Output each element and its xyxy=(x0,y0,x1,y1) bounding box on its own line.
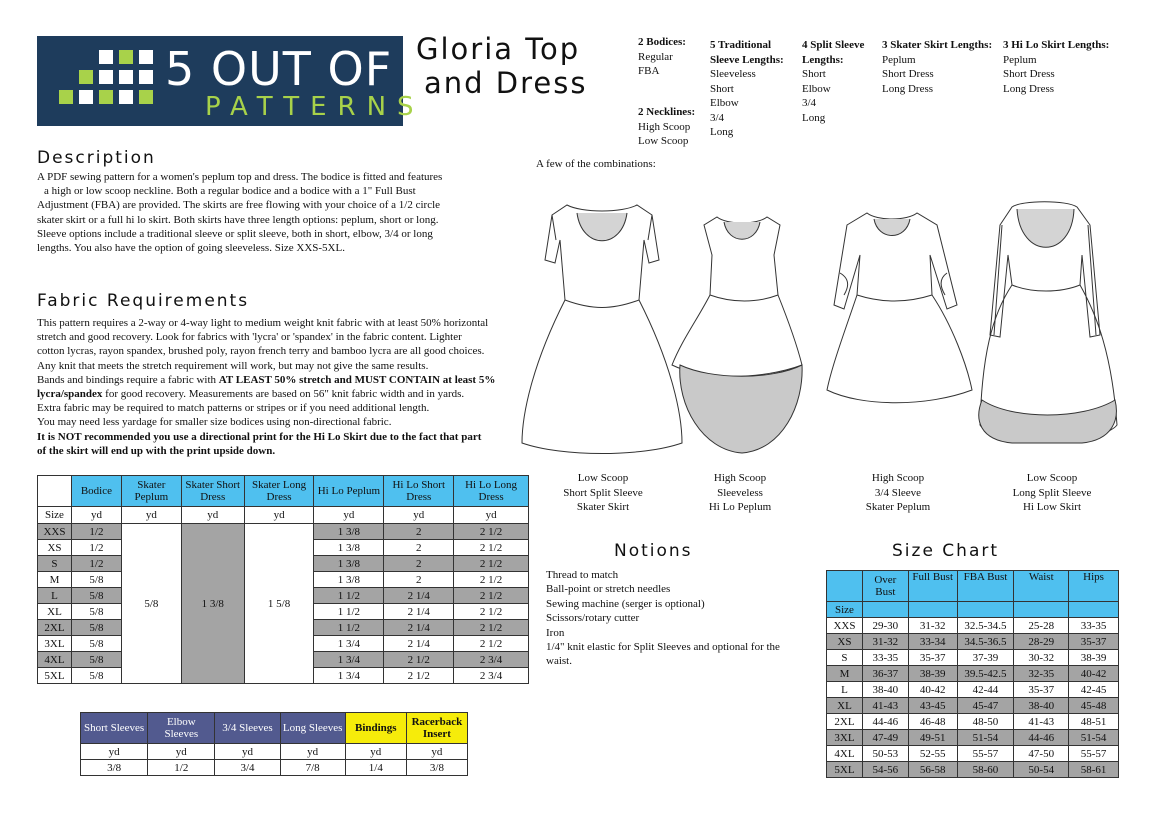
measurement-cell: 32.5-34.5 xyxy=(957,618,1014,634)
combination-caption-4 xyxy=(1000,471,1104,515)
measurement-cell: 54-56 xyxy=(862,762,908,778)
size-cell: XL xyxy=(827,698,863,714)
logo-text: 5 OUT OF 4 xyxy=(165,42,439,96)
table-row xyxy=(827,618,1119,634)
size-cell: S xyxy=(38,556,72,572)
hilo-peplum-cell: 1 3/8 xyxy=(314,540,384,556)
sleeve-unit-row xyxy=(81,744,468,760)
option-item: Regular xyxy=(638,50,673,63)
measurement-cell: 40-42 xyxy=(908,682,957,698)
size-cell: 3XL xyxy=(38,636,72,652)
fabric-warning: It is NOT recommended you use a directional print for the Hi Lo Skirt due to the fact that part xyxy=(37,430,482,443)
measurement-cell: 31-32 xyxy=(862,634,908,650)
combination-caption-3 xyxy=(848,471,948,515)
logo-subtext: PATTERNS xyxy=(205,92,425,122)
header-cell: Skater Long Dress xyxy=(244,476,314,507)
unit-cell: yd xyxy=(181,507,244,524)
size-cell: 2XL xyxy=(827,714,863,730)
bodice-cell: 5/8 xyxy=(71,588,121,604)
hilo-long-cell: 2 1/2 xyxy=(454,588,529,604)
measurement-cell: 25-28 xyxy=(1014,618,1069,634)
skater-long-cell: 1 5/8 xyxy=(244,524,314,684)
bodice-cell: 1/2 xyxy=(71,540,121,556)
dress-illustration-4 xyxy=(979,202,1117,443)
measurement-cell: 58-60 xyxy=(957,762,1014,778)
size-cell: 3XL xyxy=(827,730,863,746)
caption-line: Long Split Sleeve xyxy=(1012,486,1092,499)
size-cell: 4XL xyxy=(827,746,863,762)
description-line: skater skirt or a full hi lo skirt. Both skirts have three length options: peplum, short or long. xyxy=(37,213,439,226)
table-row xyxy=(827,666,1119,682)
description-line: lengths. You also have the option of going sleeveless. Size XXS-5XL. xyxy=(37,242,345,255)
bodice-cell: 5/8 xyxy=(71,668,121,684)
dress-illustration-2 xyxy=(672,217,802,453)
measurement-cell: 47-49 xyxy=(862,730,908,746)
table-row xyxy=(38,524,529,540)
header-cell: 3/4 Sleeves xyxy=(215,713,280,744)
fabric-bands-text: for good recovery. Measurements are based on 56" knit fabric width and in yards. xyxy=(102,388,465,401)
fabric-line xyxy=(37,373,527,387)
fabric-text xyxy=(37,316,527,458)
header-cell: Bodice xyxy=(71,476,121,507)
header-cell: FBA Bust xyxy=(957,571,1014,602)
fabric-line: stretch and good recovery. Look for fabrics with 'lycra' or 'spandex' in the fabric content. Lighter xyxy=(37,331,462,344)
notions-item: Thread to match xyxy=(546,569,619,581)
unit-cell: yd xyxy=(406,744,467,760)
header-cell: Hips xyxy=(1069,571,1119,602)
table-row xyxy=(827,682,1119,698)
fabric-line: cotton lycras, rayon spandex, brushed poly, rayon french terry and bamboo lycra are all good choices. xyxy=(37,345,485,358)
logo-square xyxy=(79,90,93,104)
skater-skirt-heading: 3 Skater Skirt Lengths: xyxy=(882,39,993,51)
option-item: Long xyxy=(802,111,826,124)
fabric-bands-text: Bands and bindings require a fabric with xyxy=(37,373,219,386)
measurement-cell: 49-51 xyxy=(908,730,957,746)
description-line: Adjustment (FBA) are provided. The skirts are free flowing with your choice of a 1/2 circle xyxy=(37,199,441,212)
hilo-short-cell: 2 1/4 xyxy=(384,620,454,636)
logo-square xyxy=(99,90,113,104)
necklines-options xyxy=(638,105,695,149)
caption-line: Low Scoop xyxy=(577,472,629,484)
option-item: Elbow xyxy=(710,97,739,109)
unit-cell: yd xyxy=(81,744,148,760)
option-item: FBA xyxy=(638,65,660,77)
option-item: Short Dress xyxy=(1003,68,1055,80)
caption-line: High Scoop xyxy=(713,472,767,484)
skater-skirt-options xyxy=(882,38,992,96)
notions-item: Scissors/rotary cutter xyxy=(546,612,640,625)
notions-item: Iron xyxy=(546,626,565,639)
unit-cell: yd xyxy=(314,507,384,524)
fabric-warning: of the skirt will end up with the print upside down. xyxy=(37,444,276,457)
header-cell: Long Sleeves xyxy=(280,713,345,744)
logo-square xyxy=(139,90,153,104)
logo-square xyxy=(119,50,133,64)
logo-square xyxy=(139,50,153,64)
split-sleeve-heading: Lengths: xyxy=(802,53,844,66)
size-cell: XL xyxy=(38,604,72,620)
hilo-peplum-cell: 1 3/4 xyxy=(314,652,384,668)
size-cell: M xyxy=(38,572,72,588)
option-item: Peplum xyxy=(1003,53,1037,66)
value-cell: 3/4 xyxy=(215,760,280,776)
logo-square xyxy=(79,70,93,84)
measurement-cell: 42-45 xyxy=(1069,682,1119,698)
measurement-cell: 30-32 xyxy=(1014,650,1069,666)
table-row xyxy=(827,698,1119,714)
measurement-cell: 51-54 xyxy=(1069,730,1119,746)
fabric-heading: Fabric Requirements xyxy=(37,291,250,311)
combinations-heading: A few of the combinations: xyxy=(536,158,656,170)
combination-caption-2 xyxy=(690,471,790,515)
size-cell: 2XL xyxy=(38,620,72,636)
hilo-peplum-cell: 1 3/4 xyxy=(314,668,384,684)
unit-cell: yd xyxy=(71,507,121,524)
size-cell: M xyxy=(827,666,863,682)
hilo-long-cell: 2 1/2 xyxy=(454,572,529,588)
notions-list xyxy=(546,568,806,669)
unit-cell: yd xyxy=(280,744,345,760)
fabric-line xyxy=(37,387,527,401)
description-heading: Description xyxy=(37,148,156,168)
header-cell xyxy=(827,571,863,602)
header-cell: Over Bust xyxy=(862,571,908,602)
bodices-heading: 2 Bodices: xyxy=(638,36,686,48)
table-row xyxy=(827,762,1119,778)
measurement-cell: 46-48 xyxy=(908,714,957,730)
measurement-cell: 28-29 xyxy=(1014,634,1069,650)
measurement-cell: 39.5-42.5 xyxy=(957,666,1014,682)
split-sleeve-heading: 4 Split Sleeve xyxy=(802,39,865,51)
caption-line: Hi Low Skirt xyxy=(1022,501,1082,513)
hilo-long-cell: 2 1/2 xyxy=(454,540,529,556)
unit-cell: yd xyxy=(121,507,181,524)
measurement-cell: 55-57 xyxy=(957,746,1014,762)
header-cell: Hi Lo Peplum xyxy=(314,476,384,507)
fabric-bands-bold: AT LEAST 50% stretch and MUST CONTAIN at least 5% xyxy=(218,373,496,386)
table-row xyxy=(827,650,1119,666)
value-cell: 1/2 xyxy=(148,760,215,776)
measurement-cell: 38-39 xyxy=(1069,650,1119,666)
pattern-title-line1: Gloria Top xyxy=(416,32,581,66)
size-chart-header-row xyxy=(827,571,1119,602)
sleeve-header-row xyxy=(81,713,468,744)
hilo-peplum-cell: 1 1/2 xyxy=(314,604,384,620)
header-cell: Hi Lo Short Dress xyxy=(384,476,454,507)
dress-illustration-1 xyxy=(522,205,682,454)
measurement-cell: 31-32 xyxy=(908,618,957,634)
header-cell: Hi Lo Long Dress xyxy=(454,476,529,507)
size-cell: XS xyxy=(38,540,72,556)
hilo-peplum-cell: 1 1/2 xyxy=(314,620,384,636)
measurement-cell: 52-55 xyxy=(908,746,957,762)
fabric-line: You may need less yardage for smaller size bodices using non-directional fabric. xyxy=(37,416,392,429)
measurement-cell: 41-43 xyxy=(1014,714,1069,730)
hilo-short-cell: 2 1/4 xyxy=(384,604,454,620)
traditional-sleeve-heading: 5 Traditional xyxy=(710,39,772,51)
dress-illustration-3 xyxy=(827,213,972,403)
hilo-skirt-heading: 3 Hi Lo Skirt Lengths: xyxy=(1003,39,1110,51)
measurement-cell: 55-57 xyxy=(1069,746,1119,762)
measurement-cell: 58-61 xyxy=(1069,762,1119,778)
skater-short-cell: 1 3/8 xyxy=(181,524,244,684)
hilo-short-cell: 2 xyxy=(384,524,454,540)
sleeve-yardage-table xyxy=(80,712,468,776)
fabric-line: Any knit that meets the stretch requirement will work, but may not give the same results. xyxy=(37,359,429,372)
unit-cell: Size xyxy=(827,602,863,618)
option-item: 3/4 xyxy=(802,97,817,109)
measurement-cell: 32-35 xyxy=(1014,666,1069,682)
measurement-cell: 44-46 xyxy=(862,714,908,730)
yardage-header-row xyxy=(38,476,529,507)
option-item: High Scoop xyxy=(638,120,691,133)
value-cell: 7/8 xyxy=(280,760,345,776)
hilo-peplum-cell: 1 3/8 xyxy=(314,556,384,572)
hilo-long-cell: 2 1/2 xyxy=(454,556,529,572)
option-item: Long xyxy=(710,126,734,138)
size-cell: L xyxy=(827,682,863,698)
option-item: Sleeveless xyxy=(710,68,756,80)
bodice-cell: 5/8 xyxy=(71,572,121,588)
split-sleeve-options xyxy=(802,38,864,125)
option-item: Low Scoop xyxy=(638,135,689,147)
table-row xyxy=(827,634,1119,650)
traditional-sleeve-heading: Sleeve Lengths: xyxy=(710,53,784,66)
option-item: Short xyxy=(710,82,734,95)
bodice-cell: 5/8 xyxy=(71,604,121,620)
skater-peplum-cell: 5/8 xyxy=(121,524,181,684)
size-chart-unit-row xyxy=(827,602,1119,618)
option-item: Long Dress xyxy=(1003,82,1055,95)
logo-square xyxy=(59,90,73,104)
hilo-short-cell: 2 xyxy=(384,572,454,588)
measurement-cell: 35-37 xyxy=(908,650,957,666)
hilo-peplum-cell: 1 3/4 xyxy=(314,636,384,652)
bodice-cell: 5/8 xyxy=(71,620,121,636)
header-cell: Elbow Sleeves xyxy=(148,713,215,744)
yardage-table xyxy=(37,475,529,684)
measurement-cell: 50-54 xyxy=(1014,762,1069,778)
size-cell: 5XL xyxy=(38,668,72,684)
fabric-line: Extra fabric may be required to match patterns or stripes or if you need additional length. xyxy=(37,402,430,415)
size-chart-heading: Size Chart xyxy=(892,541,1000,561)
measurement-cell: 35-37 xyxy=(1014,682,1069,698)
notions-item: Sewing machine (serger is optional) xyxy=(546,597,705,610)
option-item: 3/4 xyxy=(710,111,725,124)
logo-square xyxy=(139,70,153,84)
caption-line: Short Split Sleeve xyxy=(563,486,643,499)
hilo-short-cell: 2 1/2 xyxy=(384,668,454,684)
measurement-cell: 51-54 xyxy=(957,730,1014,746)
hilo-peplum-cell: 1 1/2 xyxy=(314,588,384,604)
logo-square xyxy=(99,50,113,64)
unit-cell: yd xyxy=(454,507,529,524)
size-cell: 4XL xyxy=(38,652,72,668)
hilo-short-cell: 2 1/4 xyxy=(384,588,454,604)
header-cell: Bindings xyxy=(345,713,406,744)
measurement-cell: 38-40 xyxy=(1014,698,1069,714)
unit-cell: yd xyxy=(244,507,314,524)
logo-square xyxy=(99,70,113,84)
measurement-cell: 47-50 xyxy=(1014,746,1069,762)
header-cell xyxy=(38,476,72,507)
measurement-cell: 35-37 xyxy=(1069,634,1119,650)
size-cell: XXS xyxy=(38,524,72,540)
measurement-cell: 38-40 xyxy=(862,682,908,698)
measurement-cell: 29-30 xyxy=(862,618,908,634)
hilo-short-cell: 2 xyxy=(384,540,454,556)
header-cell: Full Bust xyxy=(908,571,957,602)
size-cell: S xyxy=(827,650,863,666)
measurement-cell: 41-43 xyxy=(862,698,908,714)
caption-line: 3/4 Sleeve xyxy=(874,486,922,499)
size-cell: XS xyxy=(827,634,863,650)
description-line: A PDF sewing pattern for a women's peplum top and dress. The bodice is fitted and features xyxy=(37,171,443,183)
size-chart-table xyxy=(826,570,1119,778)
option-item: Short Dress xyxy=(882,68,934,80)
traditional-sleeve-options xyxy=(710,38,784,140)
caption-line: High Scoop xyxy=(871,472,925,484)
unit-cell: yd xyxy=(384,507,454,524)
option-item: Short xyxy=(802,68,826,80)
hilo-skirt-options xyxy=(1003,38,1109,96)
caption-line: Low Scoop xyxy=(1026,472,1078,484)
measurement-cell: 48-50 xyxy=(957,714,1014,730)
header-cell: Waist xyxy=(1014,571,1069,602)
pattern-title-line2: and Dress xyxy=(424,66,588,100)
description-line: Sleeve options include a traditional sleeve or split sleeve, both in short, elbow, 3/4 or long xyxy=(37,227,433,240)
measurement-cell: 34.5-36.5 xyxy=(957,634,1014,650)
measurement-cell: 33-35 xyxy=(1069,618,1119,634)
notions-item: Ball-point or stretch needles xyxy=(546,583,671,596)
measurement-cell: 43-45 xyxy=(908,698,957,714)
yardage-unit-row xyxy=(38,507,529,524)
measurement-cell: 45-47 xyxy=(957,698,1014,714)
hilo-short-cell: 2 1/2 xyxy=(384,652,454,668)
combination-caption-1 xyxy=(553,471,653,515)
table-row xyxy=(827,730,1119,746)
measurement-cell: 44-46 xyxy=(1014,730,1069,746)
table-row xyxy=(827,746,1119,762)
size-cell: 5XL xyxy=(827,762,863,778)
hilo-peplum-cell: 1 3/8 xyxy=(314,572,384,588)
unit-cell: yd xyxy=(215,744,280,760)
hilo-long-cell: 2 3/4 xyxy=(454,668,529,684)
caption-line: Skater Skirt xyxy=(576,501,630,513)
fabric-bands-bold: lycra/spandex xyxy=(37,388,103,401)
measurement-cell: 37-39 xyxy=(957,650,1014,666)
caption-line: Skater Peplum xyxy=(865,501,931,513)
measurement-cell: 33-34 xyxy=(908,634,957,650)
header-cell: Skater Peplum xyxy=(121,476,181,507)
caption-line: Sleeveless xyxy=(717,486,763,499)
header-cell: Skater Short Dress xyxy=(181,476,244,507)
measurement-cell: 40-42 xyxy=(1069,666,1119,682)
measurement-cell: 56-58 xyxy=(908,762,957,778)
description-line: a high or low scoop neckline. Both a regular bodice and a bodice with a 1" Full Bust xyxy=(44,185,416,198)
unit-cell: yd xyxy=(148,744,215,760)
measurement-cell: 50-53 xyxy=(862,746,908,762)
description-text xyxy=(37,170,527,255)
logo-square xyxy=(119,70,133,84)
measurement-cell: 42-44 xyxy=(957,682,1014,698)
size-cell: L xyxy=(38,588,72,604)
option-item: Long Dress xyxy=(882,82,934,95)
hilo-long-cell: 2 1/2 xyxy=(454,524,529,540)
size-cell: XXS xyxy=(827,618,863,634)
hilo-peplum-cell: 1 3/8 xyxy=(314,524,384,540)
measurement-cell: 36-37 xyxy=(862,666,908,682)
brand-logo xyxy=(37,36,439,126)
hilo-long-cell: 2 1/2 xyxy=(454,620,529,636)
notions-heading: Notions xyxy=(614,541,693,561)
value-cell: 1/4 xyxy=(345,760,406,776)
unit-cell: Size xyxy=(38,507,72,524)
size-chart-body xyxy=(827,618,1119,778)
value-cell: 3/8 xyxy=(406,760,467,776)
logo-square xyxy=(119,90,133,104)
bodice-cell: 5/8 xyxy=(71,636,121,652)
notions-item: 1/4" knit elastic for Split Sleeves and optional for the xyxy=(546,641,780,654)
fabric-line: This pattern requires a 2-way or 4-way light to medium weight knit fabric with at least 50% horizontal xyxy=(37,317,489,329)
value-cell: 3/8 xyxy=(81,760,148,776)
sleeve-value-row xyxy=(81,760,468,776)
measurement-cell: 45-48 xyxy=(1069,698,1119,714)
notions-item: waist. xyxy=(546,655,572,668)
measurement-cell: 48-51 xyxy=(1069,714,1119,730)
hilo-short-cell: 2 xyxy=(384,556,454,572)
option-item: Peplum xyxy=(882,53,916,66)
necklines-heading: 2 Necklines: xyxy=(638,106,696,118)
option-item: Elbow xyxy=(802,82,831,95)
hilo-short-cell: 2 1/4 xyxy=(384,636,454,652)
header-cell: Short Sleeves xyxy=(81,713,148,744)
caption-line: Hi Lo Peplum xyxy=(708,501,772,513)
measurement-cell: 33-35 xyxy=(862,650,908,666)
hilo-long-cell: 2 1/2 xyxy=(454,636,529,652)
table-row xyxy=(827,714,1119,730)
hilo-long-cell: 2 3/4 xyxy=(454,652,529,668)
header-cell: Racerback Insert xyxy=(406,713,467,744)
bodice-cell: 1/2 xyxy=(71,524,121,540)
bodice-cell: 5/8 xyxy=(71,652,121,668)
bodices-options xyxy=(638,35,686,79)
bodice-cell: 1/2 xyxy=(71,556,121,572)
unit-cell: yd xyxy=(345,744,406,760)
measurement-cell: 38-39 xyxy=(908,666,957,682)
hilo-long-cell: 2 1/2 xyxy=(454,604,529,620)
garment-illustrations xyxy=(512,195,1127,460)
